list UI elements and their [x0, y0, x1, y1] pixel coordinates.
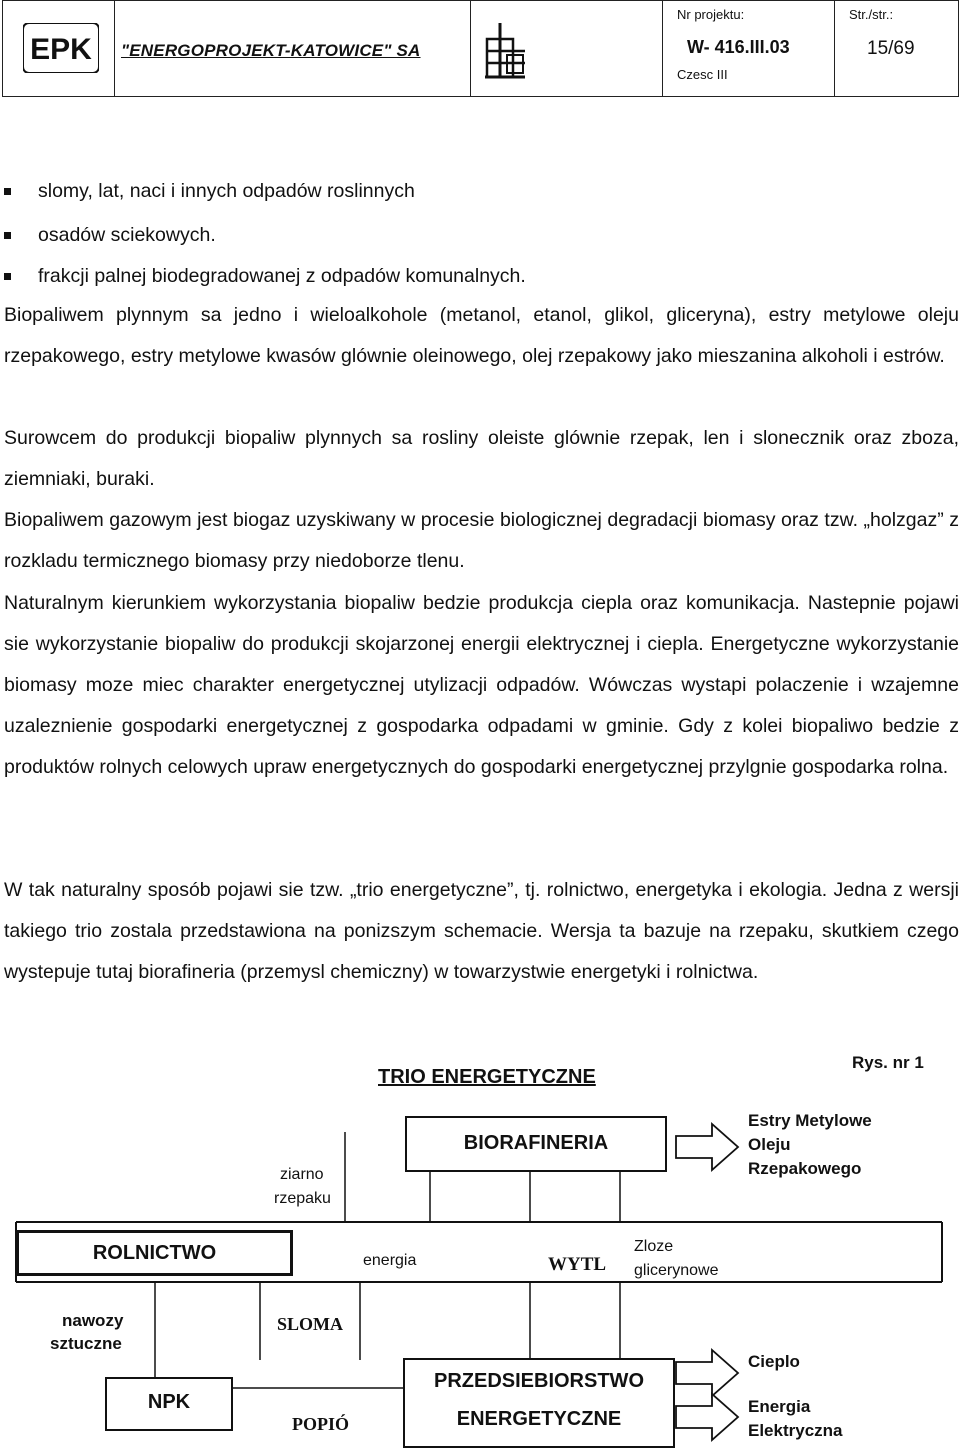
- rzepaku-label: rzepaku: [274, 1190, 331, 1207]
- ziarno-label: ziarno: [280, 1166, 324, 1183]
- estry-label: Estry Metylowe: [748, 1111, 872, 1130]
- bullet-icon: [4, 232, 11, 239]
- diagram-title: TRIO ENERGETYCZNE: [378, 1066, 596, 1088]
- building-cell: [471, 1, 663, 96]
- wytl-label: WYTL: [548, 1254, 607, 1275]
- glicerynowe-label: glicerynowe: [634, 1262, 719, 1279]
- project-cell: [663, 1, 835, 96]
- rzepakowego-label: Rzepakowego: [748, 1159, 862, 1178]
- energia-label: energia: [363, 1252, 417, 1269]
- sztuczne-label: sztuczne: [50, 1334, 122, 1353]
- przedsiebiorstwo-box: PRZEDSIEBIORSTWO ENERGETYCZNE: [403, 1358, 675, 1448]
- energia-el-label: Energia: [748, 1397, 811, 1416]
- document-header: [2, 0, 959, 97]
- building-icon: [485, 19, 527, 81]
- cieplo-label: Cieplo: [748, 1352, 800, 1371]
- bullet-icon: [4, 188, 11, 195]
- paragraph-surowce: Surowcem do produkcji biopaliw plynnych sa rosliny oleiste glównie rzepak, len i slonecznik oraz zboza, ziemniaki, buraki.: [4, 427, 959, 490]
- popio-label: POPIÓ: [292, 1414, 349, 1434]
- company-cell: [115, 1, 471, 96]
- page-cell: [835, 1, 958, 96]
- company-name: "ENERGOPROJEKT-KATOWICE" SA: [121, 41, 421, 60]
- paragraph-biogaz: Biopaliwem gazowym jest biogaz uzyskiwany w procesie biologicznej degradacji biomasy oraz tzw. „holzgaz” z rozkladu termicznego biomasy przy niedoborze tlenu.: [4, 509, 959, 572]
- nawozy-label: nawozy: [62, 1311, 124, 1330]
- npk-box: NPK: [105, 1377, 233, 1431]
- logo-cell: [3, 1, 115, 96]
- paragraph-wykorzystanie: Naturalnym kierunkiem wykorzystania biopaliw bedzie produkcja ciepla oraz komunikacja. Nastepnie pojawi sie wykorzystanie biopaliw do produkcji skojarzonej energii elektrycznej i ciepla. Energetyczne wykorzystanie biomasy moze miec charakter energetycznej utylizacji odpadów. Wówczas wystapi polaczenie i wzajemne uzaleznienie gospodarki energetycznej z gospodarka odpadami w gminie. Gdy z kolei biopaliwo bedzie z produktów rolnych celowych upraw energetycznych do gospodarki energetycznej przylgnie gospodarka rolna.: [4, 592, 959, 778]
- sloma-label: SLOMA: [277, 1314, 344, 1334]
- page-number: 15/69: [867, 38, 915, 59]
- biorafineria-box: BIORAFINERIA: [405, 1116, 667, 1172]
- project-part: Czesc III: [677, 67, 728, 82]
- figure-label: Rys. nr 1: [852, 1053, 924, 1072]
- bullet-icon: [4, 273, 11, 280]
- page-label: Str./str.:: [849, 7, 894, 22]
- project-number: W- 416.III.03: [687, 37, 790, 57]
- paragraph-biopaliwa-plynne: Biopaliwem plynnym sa jedno i wieloalkohole (metanol, etanol, glikol, gliceryna), estry metylowe oleju rzepakowego, estry metylowe kwasów glównie oleinowego, olej rzepakowy jako mieszanina alkoholi i estrów.: [4, 304, 959, 367]
- elektryczna-label: Elektryczna: [748, 1421, 843, 1440]
- svg-text:EPK: EPK: [30, 33, 92, 66]
- project-label: Nr projektu:: [677, 7, 745, 22]
- zloze-label: Zloze: [634, 1238, 674, 1255]
- epk-logo: [23, 23, 99, 73]
- oleju-label: Oleju: [748, 1135, 791, 1154]
- rolnictwo-box: ROLNICTWO: [16, 1230, 293, 1276]
- paragraph-trio: W tak naturalny sposób pojawi sie tzw. „trio energetyczne”, tj. rolnictwo, energetyka i ekologia. Jedna z wersji takiego trio zostala przedstawiona na ponizszym schemacie. Wersja ta bazuje na rzepaku, skutkiem czego wystepuje tutaj biorafineria (przemysl chemiczny) w towarzystwie energetyki i rolnictwa.: [4, 879, 959, 983]
